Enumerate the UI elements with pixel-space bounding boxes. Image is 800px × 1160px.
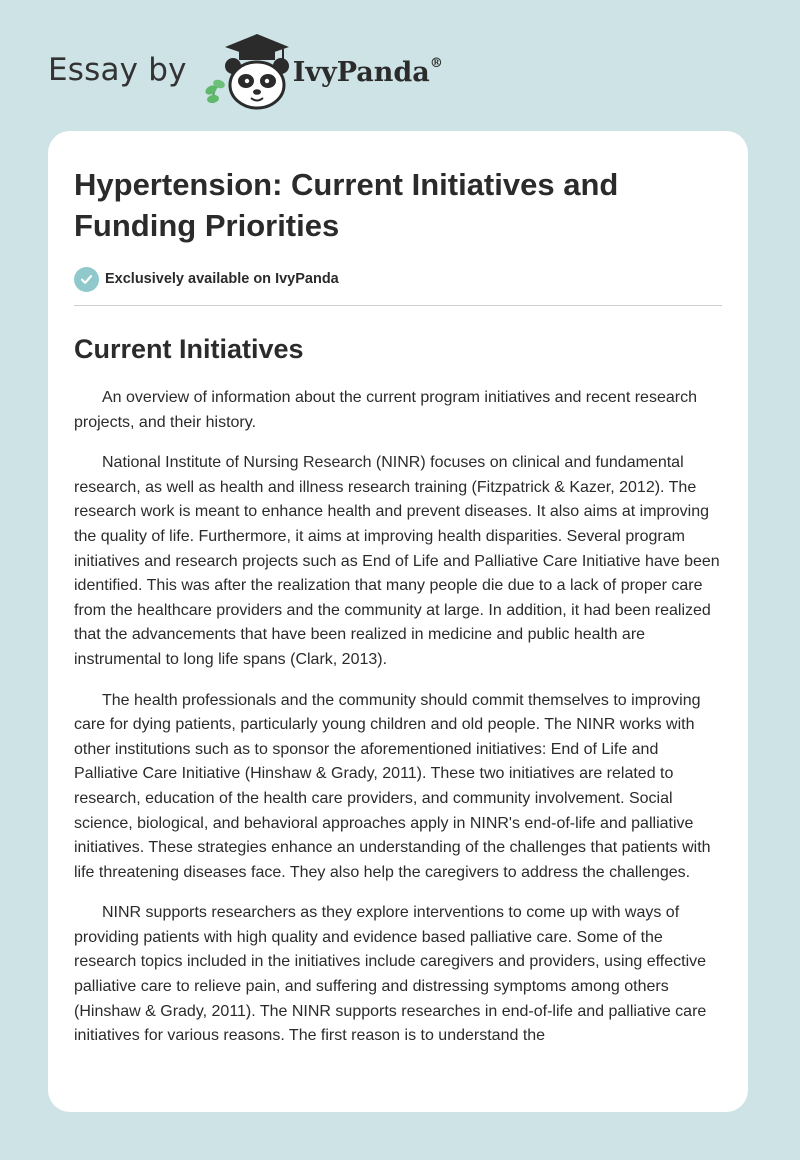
exclusive-label: Exclusively available on IvyPanda	[105, 271, 339, 287]
site-header	[48, 30, 443, 110]
divider	[74, 305, 722, 306]
brand-name[interactable]: IvyPanda®	[292, 55, 443, 88]
section-heading: Current Initiatives	[74, 334, 304, 364]
paragraph: National Institute of Nursing Research (NINR) focuses on clinical and fundamental research, as well as health and illness research training (Fitzpatrick & Kazer, 2012). The research work is meant to enhance health and prevent diseases. It also aims at improving the quality of life. Furthermore, it aims at improving health disparities. Several program initiatives and research projects such as End of Life and Palliative Care Initiative have been identified. This was after the realization that many people die due to a lack of proper care from the healthcare providers and the community at large. In addition, it had been realized that the advancements that have been realized in medicine and public health are instrumental to long life spans (Clark, 2013).	[74, 454, 720, 668]
paragraph: An overview of information about the current program initiatives and recent research projects, and their history.	[74, 389, 697, 431]
article-title: Hypertension: Current Initiatives and Funding Priorities	[74, 167, 619, 243]
article-card	[48, 131, 748, 1112]
article-body	[74, 386, 722, 1049]
paragraph: NINR supports researchers as they explore interventions to come up with ways of providing patients with high quality and evidence based palliative care. Some of the research topics included in the initiatives include caregivers and providers, using effective palliative care to relieve pain, and suffering and distressing symptoms among others (Hinshaw & Grady, 2011). The NINR supports researches in end-of-life and palliative care initiatives for various reasons. The first reason is to understand the	[74, 904, 707, 1045]
exclusive-badge	[74, 265, 722, 293]
checkmark-icon	[74, 267, 99, 292]
paragraph: The health professionals and the community should commit themselves to improving care for dying patients, particularly young children and old people. The NINR works with other institutions such as to sponsor the aforementioned initiatives: End of Life and Palliative Care Initiative (Hinshaw & Grady, 2011). These two initiatives are related to research, education of the health care providers, and community involvement. Social science, biological, and behavioral approaches apply in NINR's end-of-life and palliative initiatives. These strategies enhance an understanding of the challenges that patients with life threatening diseases face. They also help the caregivers to address the challenges.	[74, 691, 711, 881]
panda-graduate-icon[interactable]	[199, 30, 291, 110]
essay-by-label: Essay by	[48, 52, 187, 88]
